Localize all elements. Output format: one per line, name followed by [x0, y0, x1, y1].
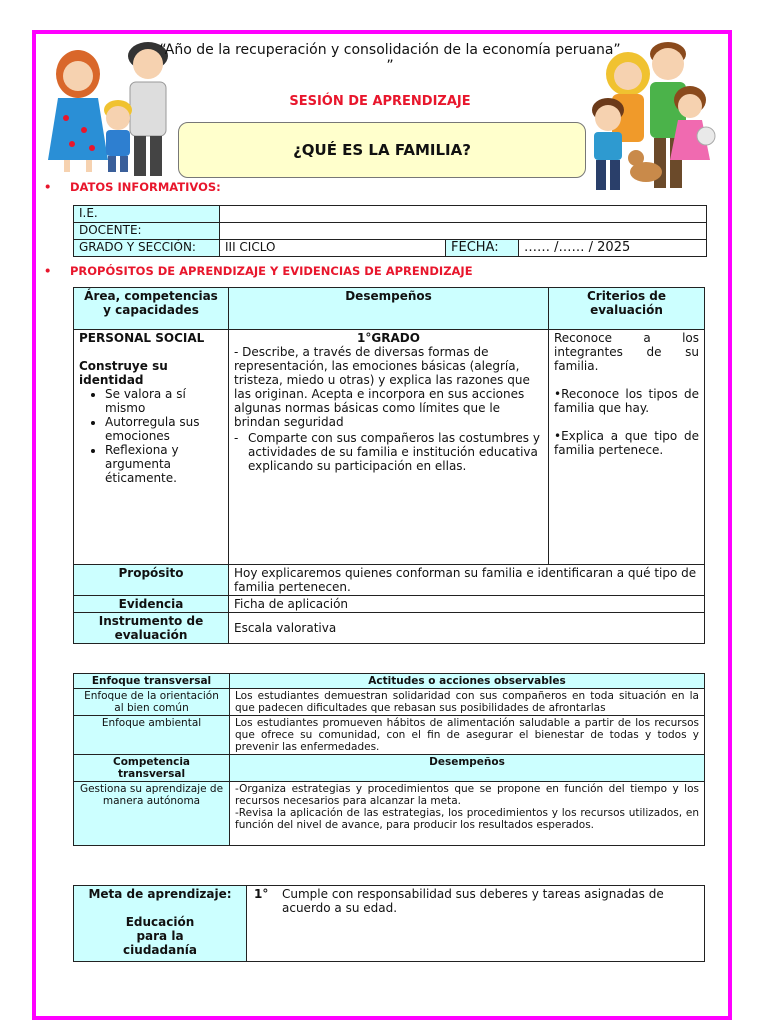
proposito-value: Hoy explicaremos quienes conforman su familia e identificaran a qué tipo de familia pertenecen. — [229, 565, 705, 596]
docente-value — [220, 223, 707, 240]
criterio: •Reconoce los tipos de familia que hay. — [554, 387, 699, 415]
meta-label: Meta de aprendizaje: — [88, 887, 232, 901]
lesson-title: ¿QUÉ ES LA FAMILIA? — [293, 141, 471, 159]
lesson-title-box — [178, 122, 586, 178]
desempeno-2-row: - Comparte con sus compañeros las costumbres y actividades de su familia e institución educativa explicando su participación en ellas. — [234, 431, 543, 473]
col-enfoque: Enfoque transversal — [74, 674, 230, 689]
criterios-cell — [549, 330, 705, 565]
grado-label: GRADO Y SECCIÓN: — [74, 240, 220, 257]
grado-heading: 1°GRADO — [357, 331, 420, 345]
fecha-value: …… /…… / 2025 — [519, 240, 707, 257]
datos-table — [73, 205, 707, 257]
desempenos-transversal: -Organiza estrategias y procedimientos que se propone en función del tiempo y los recursos necesarios para alcanzar la meta. -Revisa la aplicación de las estrategias, los procedimientos y los recursos utilizados, en función del nivel de avance, para producir los resultados esperados. — [230, 782, 705, 846]
grado-value: III CICLO — [220, 240, 446, 257]
enfoques-table — [73, 673, 705, 846]
instrumento-value: Escala valorativa — [229, 613, 705, 644]
competencia-name: Construye su identidad — [79, 359, 168, 387]
propositos-table — [73, 287, 705, 644]
meta-area: Educación para la ciudadanía — [123, 915, 197, 957]
list-item: • Se valora a sí mismo — [105, 387, 223, 415]
motto: “Año de la recuperación y consolidación de la economía peruana” ” — [159, 42, 621, 74]
col-criterios: Criterios de evaluación — [549, 288, 705, 330]
proposito-label: Propósito — [74, 565, 229, 596]
criterio: •Explica a que tipo de familia pertenece. — [554, 429, 699, 457]
meta-grado: 1° — [254, 887, 269, 901]
enfoque-actitud: Los estudiantes promueven hábitos de alimentación saludable a partir de los recursos que ofrece su comunidad, con el fin de asegurar el bienestar de todas y todos y prevenir las enfermedades. — [230, 716, 705, 755]
criterio: Reconoce a los integrantes de su familia. — [554, 331, 699, 373]
enfoque-name: Enfoque ambiental — [74, 716, 230, 755]
capacidades-list — [79, 387, 223, 485]
docente-label: DOCENTE: — [74, 223, 220, 240]
competencia-transversal: Gestiona su aprendizaje de manera autónoma — [74, 782, 230, 846]
desempenos-cell — [229, 330, 549, 565]
bullet-icon: • — [44, 180, 52, 194]
list-item: • Autorregula sus emociones — [105, 415, 223, 443]
evidencia-label: Evidencia — [74, 596, 229, 613]
enfoque-name: Enfoque de la orientación al bien común — [74, 689, 230, 716]
ie-value — [220, 206, 707, 223]
datos-heading: • DATOS INFORMATIVOS: — [44, 180, 221, 194]
desempeno-1: - Describe, a través de diversas formas de representación, las emociones básicas (alegría, tristeza, miedo u otras) y explica las razones que las originan. Acepta e incorpora en sus acciones algunas normas básicas como límites que le brindan seguridad — [234, 345, 530, 429]
enfoque-actitud: Los estudiantes demuestran solidaridad con sus compañeros en toda situación en la que padecen dificultades que rebasan sus posibilidades de afrontarlas — [230, 689, 705, 716]
meta-content — [247, 886, 705, 962]
list-item: • Reflexiona y argumenta éticamente. — [105, 443, 223, 485]
instrumento-label: Instrumento de evaluación — [74, 613, 229, 644]
evidencia-value: Ficha de aplicación — [229, 596, 705, 613]
ie-label: I.E. — [74, 206, 220, 223]
meta-text: Cumple con responsabilidad sus deberes y tareas asignadas de acuerdo a su edad. — [282, 887, 664, 915]
meta-table — [73, 885, 705, 962]
col-desempenos-transversal: Desempeños — [230, 755, 705, 782]
area-cell — [74, 330, 229, 565]
col-desempenos: Desempeños — [229, 288, 549, 330]
bullet-icon: • — [44, 264, 52, 278]
col-area: Área, competencias y capacidades — [74, 288, 229, 330]
desempeno-2: Comparte con sus compañeros las costumbres y actividades de su familia e institución educativa explicando su participación en ellas. — [248, 431, 540, 473]
meta-label-cell — [74, 886, 247, 962]
col-actitudes: Actitudes o acciones observables — [230, 674, 705, 689]
propositos-heading: • PROPÓSITOS DE APRENDIZAJE Y EVIDENCIAS DE APRENDIZAJE — [44, 264, 473, 278]
col-competencia: Competencia transversal — [74, 755, 230, 782]
fecha-label: FECHA: — [446, 240, 519, 257]
session-title: SESIÓN DE APRENDIZAJE — [289, 94, 471, 109]
area-name: PERSONAL SOCIAL — [79, 331, 205, 345]
